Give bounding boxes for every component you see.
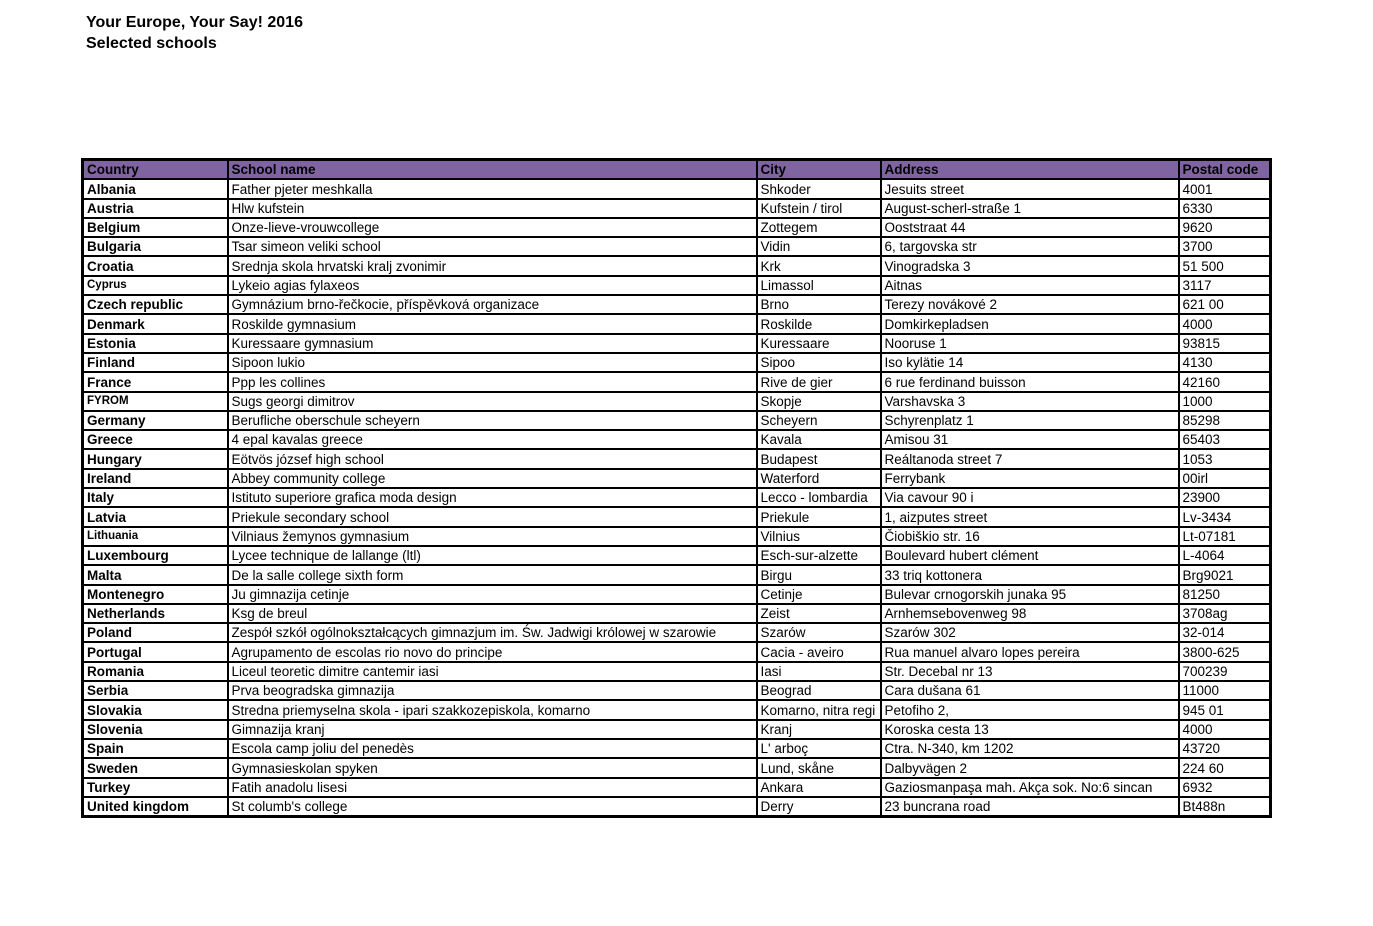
city-cell: Skopje [757,392,881,411]
country-cell: Bulgaria [83,237,228,256]
table-row [83,411,1271,430]
school-name-cell: Fatih anadolu lisesi [228,778,757,797]
address-cell: Gaziosmanpaşa mah. Akça sok. No:6 sincan [881,778,1179,797]
city-cell: Budapest [757,449,881,468]
city-cell: Vidin [757,237,881,256]
table-row [83,469,1271,488]
school-name-cell: De la salle college sixth form [228,565,757,584]
country-cell: Netherlands [83,604,228,623]
school-name-cell: Zespół szkół ogólnokształcących gimnazjum im. Św. Jadwigi królowej w szarowie [228,623,757,642]
postal-code-cell: 43720 [1179,739,1271,758]
postal-code-cell: 93815 [1179,334,1271,353]
postal-code-cell: Lv-3434 [1179,507,1271,526]
table-row [83,334,1271,353]
postal-code-cell: 6932 [1179,778,1271,797]
address-cell: 23 buncrana road [881,797,1179,817]
city-cell: Sipoo [757,353,881,372]
address-cell: Ooststraat 44 [881,218,1179,237]
postal-code-cell: 51 500 [1179,256,1271,275]
school-name-cell: Roskilde gymnasium [228,314,757,333]
table-row [83,642,1271,661]
table-row [83,604,1271,623]
address-cell: Terezy novákové 2 [881,295,1179,314]
school-name-cell: Ppp les collines [228,372,757,391]
table-row [83,276,1271,295]
address-cell: Jesuits street [881,179,1179,198]
address-cell: Arnhemsebovenweg 98 [881,604,1179,623]
postal-code-cell: 224 60 [1179,758,1271,777]
school-name-cell: Eötvös józsef high school [228,449,757,468]
school-name-cell: Escola camp joliu del penedès [228,739,757,758]
table-row [83,527,1271,546]
country-cell: Estonia [83,334,228,353]
country-cell: Luxembourg [83,546,228,565]
city-cell: Esch-sur-alzette [757,546,881,565]
address-cell: Rua manuel alvaro lopes pereira [881,642,1179,661]
country-cell: Serbia [83,681,228,700]
country-cell: Albania [83,179,228,198]
column-header-address: Address [881,160,1179,180]
postal-code-cell: 9620 [1179,218,1271,237]
country-cell: Malta [83,565,228,584]
school-name-cell: Agrupamento de escolas rio novo do principe [228,642,757,661]
postal-code-cell: 4000 [1179,720,1271,739]
table-row [83,778,1271,797]
document-subtitle: Selected schools [86,35,217,52]
table-body [83,179,1271,816]
country-cell: Ireland [83,469,228,488]
school-name-cell: Tsar simeon veliki school [228,237,757,256]
city-cell: Beograd [757,681,881,700]
school-name-cell: Lycee technique de lallange (ltl) [228,546,757,565]
school-name-cell: Gimnazija kranj [228,720,757,739]
school-name-cell: Hlw kufstein [228,199,757,218]
country-cell: France [83,372,228,391]
school-name-cell: Abbey community college [228,469,757,488]
school-name-cell: Liceul teoretic dimitre cantemir iasi [228,662,757,681]
country-cell: Denmark [83,314,228,333]
country-cell: Portugal [83,642,228,661]
address-cell: Iso kylätie 14 [881,353,1179,372]
address-cell: Ferrybank [881,469,1179,488]
postal-code-cell: 32-014 [1179,623,1271,642]
table-row [83,739,1271,758]
postal-code-cell: 3708ag [1179,604,1271,623]
table-row [83,295,1271,314]
country-cell: Hungary [83,449,228,468]
school-name-cell: 4 epal kavalas greece [228,430,757,449]
table-row [83,758,1271,777]
address-cell: Domkirkepladsen [881,314,1179,333]
address-cell: Čiobiškio str. 16 [881,527,1179,546]
table-row [83,218,1271,237]
country-cell: Latvia [83,507,228,526]
school-name-cell: Lykeio agias fylaxeos [228,276,757,295]
postal-code-cell: 65403 [1179,430,1271,449]
school-name-cell: Gymnázium brno-řečkocie, příspěvková organizace [228,295,757,314]
school-name-cell: Sugs georgi dimitrov [228,392,757,411]
postal-code-cell: 1000 [1179,392,1271,411]
school-name-cell: St columb's college [228,797,757,817]
country-cell: Germany [83,411,228,430]
city-cell: Kranj [757,720,881,739]
school-name-cell: Prva beogradska gimnazija [228,681,757,700]
table-header-row [83,160,1271,180]
table-row [83,237,1271,256]
table-row [83,623,1271,642]
table-row [83,565,1271,584]
country-cell: Sweden [83,758,228,777]
table-row [83,256,1271,275]
address-cell: Aitnas [881,276,1179,295]
table-row [83,662,1271,681]
table-row [83,681,1271,700]
school-name-cell: Ksg de breul [228,604,757,623]
school-name-cell: Priekule secondary school [228,507,757,526]
city-cell: Scheyern [757,411,881,430]
school-name-cell: Father pjeter meshkalla [228,179,757,198]
table-row [83,449,1271,468]
postal-code-cell: Brg9021 [1179,565,1271,584]
country-cell: Croatia [83,256,228,275]
address-cell: Vinogradska 3 [881,256,1179,275]
city-cell: Roskilde [757,314,881,333]
address-cell: Ctra. N-340, km 1202 [881,739,1179,758]
city-cell: Zeist [757,604,881,623]
title-block [86,12,303,54]
document-title: Your Europe, Your Say! 2016 [86,14,303,31]
city-cell: Shkoder [757,179,881,198]
postal-code-cell: 700239 [1179,662,1271,681]
country-cell: Poland [83,623,228,642]
address-cell: 1, aizputes street [881,507,1179,526]
address-cell: Reáltanoda street 7 [881,449,1179,468]
address-cell: Nooruse 1 [881,334,1179,353]
address-cell: Schyrenplatz 1 [881,411,1179,430]
country-cell: Spain [83,739,228,758]
table-row [83,199,1271,218]
postal-code-cell: Bt488n [1179,797,1271,817]
country-cell: Czech republic [83,295,228,314]
school-name-cell: Istituto superiore grafica moda design [228,488,757,507]
city-cell: Kavala [757,430,881,449]
postal-code-cell: 85298 [1179,411,1271,430]
postal-code-cell: L-4064 [1179,546,1271,565]
city-cell: Komarno, nitra regi [757,700,881,719]
address-cell: 6, targovska str [881,237,1179,256]
city-cell: Rive de gier [757,372,881,391]
country-cell: Italy [83,488,228,507]
schools-table [81,158,1272,818]
postal-code-cell: 1053 [1179,449,1271,468]
address-cell: Koroska cesta 13 [881,720,1179,739]
table-row [83,700,1271,719]
postal-code-cell: 4000 [1179,314,1271,333]
column-header-school-name: School name [228,160,757,180]
country-cell: FYROM [83,392,228,411]
address-cell: Str. Decebal nr 13 [881,662,1179,681]
country-cell: Slovenia [83,720,228,739]
address-cell: Petofiho 2, [881,700,1179,719]
postal-code-cell: 00irl [1179,469,1271,488]
table-row [83,488,1271,507]
city-cell: Priekule [757,507,881,526]
address-cell: Amisou 31 [881,430,1179,449]
city-cell: Limassol [757,276,881,295]
city-cell: Waterford [757,469,881,488]
address-cell: Via cavour 90 i [881,488,1179,507]
address-cell: Dalbyvägen 2 [881,758,1179,777]
table-row [83,507,1271,526]
postal-code-cell: 11000 [1179,681,1271,700]
table-row [83,585,1271,604]
school-name-cell: Onze-lieve-vrouwcollege [228,218,757,237]
school-name-cell: Kuressaare gymnasium [228,334,757,353]
table-row [83,353,1271,372]
table-row [83,546,1271,565]
city-cell: Ankara [757,778,881,797]
city-cell: Vilnius [757,527,881,546]
city-cell: Cacia - aveiro [757,642,881,661]
country-cell: Romania [83,662,228,681]
city-cell: Lund, skåne [757,758,881,777]
postal-code-cell: Lt-07181 [1179,527,1271,546]
school-name-cell: Ju gimnazija cetinje [228,585,757,604]
postal-code-cell: 621 00 [1179,295,1271,314]
column-header-country: Country [83,160,228,180]
school-name-cell: Berufliche oberschule scheyern [228,411,757,430]
postal-code-cell: 945 01 [1179,700,1271,719]
table-row [83,720,1271,739]
city-cell: Szarów [757,623,881,642]
table-row [83,430,1271,449]
postal-code-cell: 3800-625 [1179,642,1271,661]
address-cell: 6 rue ferdinand buisson [881,372,1179,391]
country-cell: Belgium [83,218,228,237]
country-cell: Montenegro [83,585,228,604]
address-cell: Bulevar crnogorskih junaka 95 [881,585,1179,604]
city-cell: Brno [757,295,881,314]
country-cell: Slovakia [83,700,228,719]
table-row [83,392,1271,411]
postal-code-cell: 42160 [1179,372,1271,391]
postal-code-cell: 4130 [1179,353,1271,372]
school-name-cell: Vilniaus žemynos gymnasium [228,527,757,546]
city-cell: Krk [757,256,881,275]
table-row [83,314,1271,333]
address-cell: Szarów 302 [881,623,1179,642]
country-cell: Austria [83,199,228,218]
table-row [83,179,1271,198]
city-cell: Birgu [757,565,881,584]
column-header-postal-code: Postal code [1179,160,1271,180]
country-cell: United kingdom [83,797,228,817]
school-name-cell: Stredna priemyselna skola - ipari szakkozepiskola, komarno [228,700,757,719]
address-cell: 33 triq kottonera [881,565,1179,584]
country-cell: Cyprus [83,276,228,295]
school-name-cell: Srednja skola hrvatski kralj zvonimir [228,256,757,275]
city-cell: Kufstein / tirol [757,199,881,218]
school-name-cell: Gymnasieskolan spyken [228,758,757,777]
address-cell: Cara dušana 61 [881,681,1179,700]
country-cell: Finland [83,353,228,372]
city-cell: Lecco - lombardia [757,488,881,507]
country-cell: Lithuania [83,527,228,546]
city-cell: Zottegem [757,218,881,237]
postal-code-cell: 6330 [1179,199,1271,218]
postal-code-cell: 81250 [1179,585,1271,604]
country-cell: Turkey [83,778,228,797]
city-cell: Derry [757,797,881,817]
city-cell: Iasi [757,662,881,681]
postal-code-cell: 3117 [1179,276,1271,295]
postal-code-cell: 23900 [1179,488,1271,507]
address-cell: August-scherl-straße 1 [881,199,1179,218]
postal-code-cell: 4001 [1179,179,1271,198]
school-name-cell: Sipoon lukio [228,353,757,372]
postal-code-cell: 3700 [1179,237,1271,256]
city-cell: Cetinje [757,585,881,604]
table-row [83,372,1271,391]
city-cell: Kuressaare [757,334,881,353]
table-row [83,797,1271,817]
address-cell: Varshavska 3 [881,392,1179,411]
column-header-city: City [757,160,881,180]
address-cell: Boulevard hubert clément [881,546,1179,565]
country-cell: Greece [83,430,228,449]
city-cell: L' arboç [757,739,881,758]
